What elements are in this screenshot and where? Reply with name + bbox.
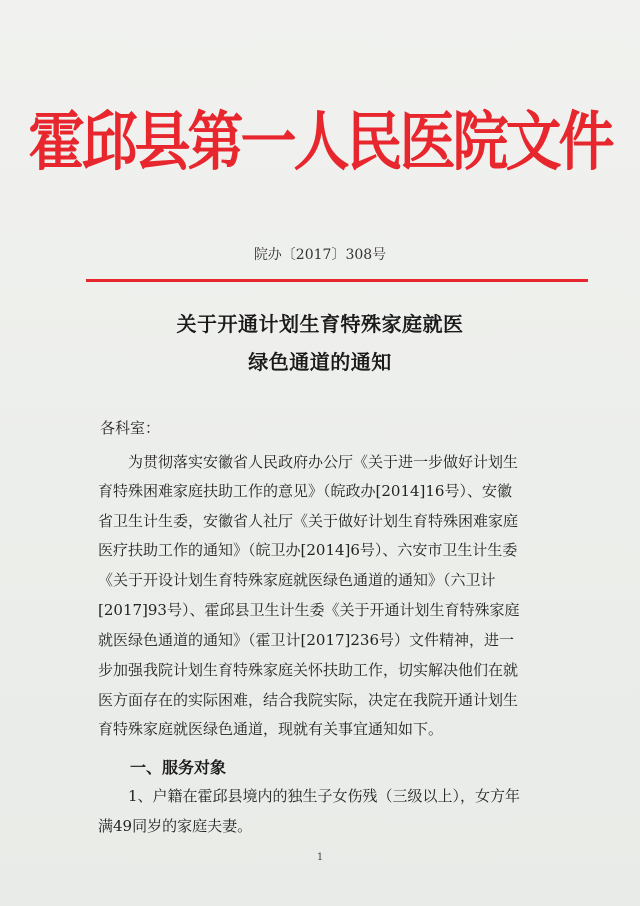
item-line: 1、户籍在霍邱县境内的独生子女伤残（三级以上），女方年 xyxy=(98,787,521,805)
item-line: 满49同岁的家庭夫妻。 xyxy=(98,817,253,835)
paragraph-line: 育特殊家庭就医绿色通道，现就有关事宜通知如下。 xyxy=(98,720,444,738)
paragraph-line: 省卫生计生委，安徽省人社厅《关于做好计划生育特殊困难家庭 xyxy=(98,512,519,530)
section-heading-service-targets: 一、服务对象 xyxy=(130,758,227,777)
salutation: 各科室： xyxy=(100,419,161,437)
document-header-title: 霍邱县第一人民医院文件 xyxy=(28,104,612,180)
paragraph-line: 步加强我院计划生育特殊家庭关怀扶助工作，切实解决他们在就 xyxy=(98,661,519,679)
paragraph-line: [2017]93号）、霍邱县卫生计生委《关于开通计划生育特殊家庭 xyxy=(98,601,520,619)
paragraph-line: 就医绿色通道的通知》（霍卫计[2017]236号）文件精神，进一 xyxy=(98,631,515,649)
notice-title-line-1: 关于开通计划生育特殊家庭就医 xyxy=(176,312,464,336)
paragraph-line: 医方面存在的实际困难，结合我院实际，决定在我院开通计划生 xyxy=(98,691,519,709)
paragraph-line: 为贯彻落实安徽省人民政府办公厅《关于进一步做好计划生 xyxy=(98,453,519,471)
paragraph-line: 医疗扶助工作的通知》（皖卫办[2014]6号）、六安市卫生计生委 xyxy=(98,541,518,559)
paragraph-line: 《关于开设计划生育特殊家庭就医绿色通道的通知》（六卫计 xyxy=(98,571,496,589)
header-red-rule xyxy=(86,279,588,282)
document-number: 院办〔2017〕308号 xyxy=(253,247,387,263)
page-number: 1 xyxy=(316,852,324,863)
paragraph-line: 育特殊困难家庭扶助工作的意见》（皖政办[2014]16号）、安徽 xyxy=(98,482,512,500)
notice-title-line-2: 绿色通道的通知 xyxy=(248,350,392,374)
